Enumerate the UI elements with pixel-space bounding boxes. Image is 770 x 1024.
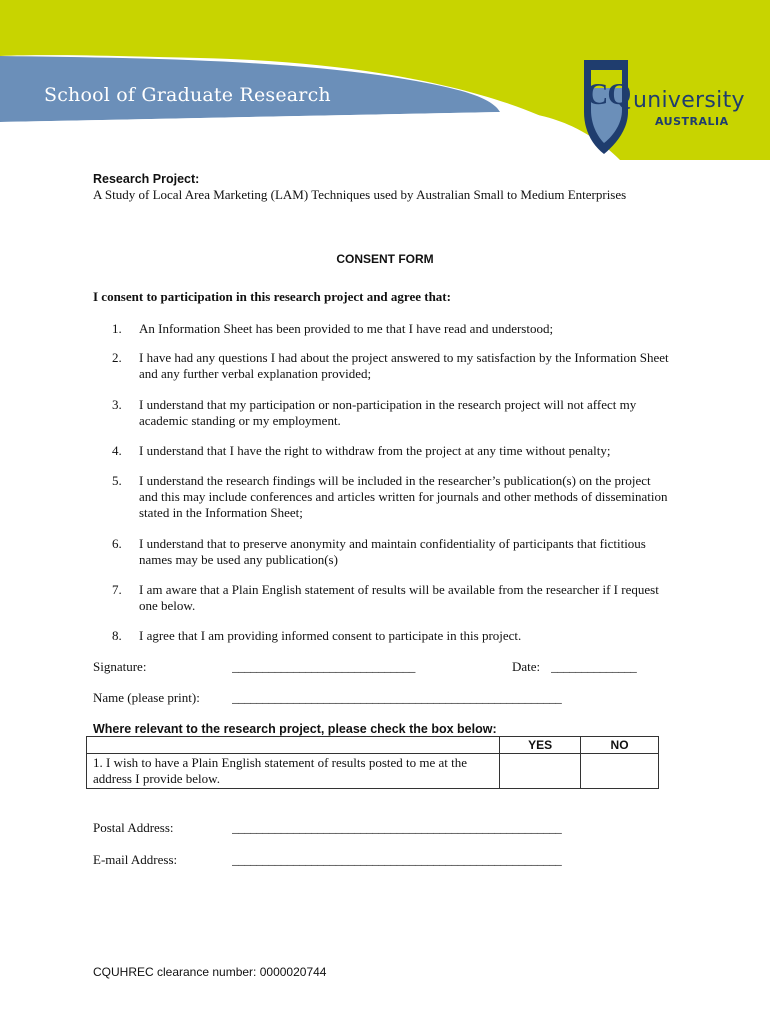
postal-address-label: Postal Address:: [93, 820, 174, 835]
research-project-label: Research Project:: [93, 172, 200, 186]
consent-item: [112, 628, 672, 644]
check-header-blank: [87, 737, 500, 754]
consent-item-number: 3.: [112, 397, 122, 412]
no-checkbox[interactable]: [581, 754, 659, 789]
signature-label: Signature:: [93, 659, 147, 674]
consent-item: [112, 397, 672, 429]
consent-item-number: 2.: [112, 350, 122, 365]
postal-address-field[interactable]: ______________________________________________________: [232, 820, 562, 835]
email-address-field[interactable]: ______________________________________________________: [232, 852, 562, 867]
consent-item-number: 1.: [112, 321, 122, 336]
logo-university-text: university: [633, 88, 745, 113]
consent-item-number: 8.: [112, 628, 122, 643]
plain-english-statement: 1. I wish to have a Plain English statement of results posted to me at the address I provide below.: [87, 754, 500, 789]
check-header-row: [87, 737, 659, 754]
cq-university-logo: [578, 48, 766, 158]
consent-item-text: I understand that to preserve anonymity and maintain confidentiality of participants that fictitious names may be used any publication(s): [139, 536, 646, 567]
check-heading: Where relevant to the research project, please check the box below:: [93, 722, 497, 736]
school-title: School of Graduate Research: [44, 84, 331, 106]
no-header: NO: [581, 737, 659, 754]
consent-item: [112, 350, 672, 382]
consent-item: [112, 536, 672, 568]
signature-field[interactable]: ______________________________: [232, 659, 416, 674]
consent-item: [112, 443, 672, 459]
email-address-label: E-mail Address:: [93, 852, 178, 867]
yes-header: YES: [500, 737, 581, 754]
consent-item-text: An Information Sheet has been provided to me that I have read and understood;: [139, 321, 554, 336]
consent-item-text: I agree that I am providing informed consent to participate in this project.: [139, 628, 522, 643]
consent-intro: I consent to participation in this research project and agree that:: [93, 289, 451, 304]
logo-cq-text: CQ: [586, 76, 631, 111]
consent-item-text: I am aware that a Plain English statement of results will be available from the researcher if I request one below.: [139, 582, 659, 613]
consent-item-number: 5.: [112, 473, 122, 488]
consent-item: [112, 321, 672, 337]
name-field[interactable]: ______________________________________________________: [232, 690, 562, 705]
consent-item: [112, 473, 672, 521]
name-label: Name (please print):: [93, 690, 200, 705]
logo-australia-text: AUSTRALIA: [655, 115, 729, 128]
header-banner: [0, 0, 770, 160]
clearance-number: CQUHREC clearance number: 0000020744: [93, 965, 327, 979]
consent-item-number: 7.: [112, 582, 122, 597]
consent-item-text: I understand that my participation or non-participation in the research project will not affect my academic standing or my employment.: [139, 397, 637, 428]
consent-form-title: CONSENT FORM: [336, 252, 434, 266]
consent-item-number: 4.: [112, 443, 122, 458]
consent-item: [112, 582, 672, 614]
consent-item-text: I understand that I have the right to withdraw from the project at any time without penalty;: [139, 443, 611, 458]
check-table: [86, 736, 659, 789]
yes-checkbox[interactable]: [500, 754, 581, 789]
date-field[interactable]: ______________: [551, 659, 637, 674]
consent-item-text: I understand the research findings will be included in the researcher’s publication(s) on the project and this may include conferences and articles written for journals and other methods of dissemination stated in the Information Sheet;: [139, 473, 668, 520]
research-project-title: A Study of Local Area Marketing (LAM) Techniques used by Australian Small to Medium Enterprises: [93, 187, 627, 202]
check-row: [87, 754, 659, 789]
date-label: Date:: [512, 659, 541, 674]
consent-item-text: I have had any questions I had about the project answered to my satisfaction by the Information Sheet and any further verbal explanation provided;: [139, 350, 669, 381]
consent-item-number: 6.: [112, 536, 122, 551]
